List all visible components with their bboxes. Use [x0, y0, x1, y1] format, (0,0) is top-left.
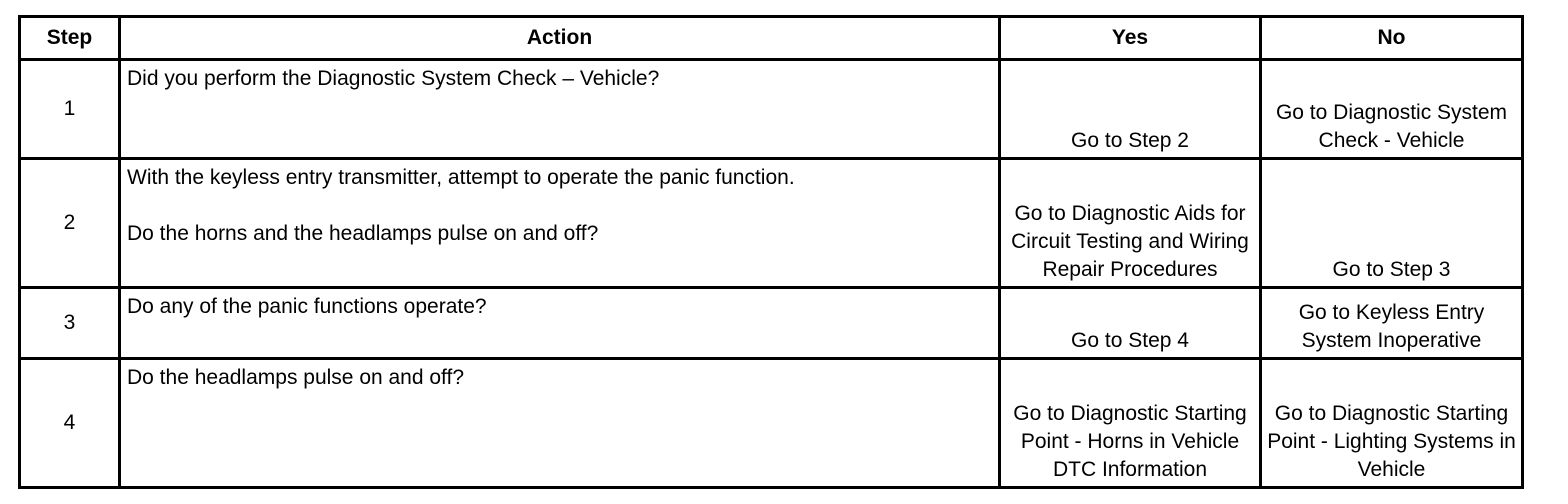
header-action: Action [120, 17, 1000, 60]
step-number: 2 [20, 159, 120, 288]
step-number: 1 [20, 60, 120, 159]
table-row [20, 60, 1523, 159]
table-row [20, 159, 1523, 288]
action-cell [120, 60, 1000, 159]
action-text: Did you perform the Diagnostic System Check – Vehicle? [127, 67, 660, 90]
header-yes: Yes [1000, 17, 1261, 60]
table-row [20, 288, 1523, 359]
action-text: With the keyless entry transmitter, attempt to operate the panic function. [127, 166, 795, 189]
action-text: Do the headlamps pulse on and off? [127, 366, 465, 389]
step-number: 4 [20, 359, 120, 488]
action-cell [120, 159, 1000, 288]
yes-result: Go to Step 4 [1000, 288, 1261, 359]
header-step: Step [20, 17, 120, 60]
action-cell [120, 288, 1000, 359]
no-result: Go to Diagnostic System Check - Vehicle [1261, 60, 1523, 159]
no-result: Go to Diagnostic Starting Point - Lighting Systems in Vehicle [1261, 359, 1523, 488]
action-text: Do any of the panic functions operate? [127, 295, 487, 318]
yes-result: Go to Diagnostic Starting Point - Horns in Vehicle DTC Information [1000, 359, 1261, 488]
no-result: Go to Step 3 [1261, 159, 1523, 288]
yes-result: Go to Step 2 [1000, 60, 1261, 159]
action-spacer [127, 192, 993, 220]
diagnostic-table [18, 15, 1524, 489]
step-number: 3 [20, 288, 120, 359]
no-result: Go to Keyless Entry System Inoperative [1261, 288, 1523, 359]
action-question: Do the horns and the headlamps pulse on and off? [127, 222, 599, 245]
header-no: No [1261, 17, 1523, 60]
table-header-row [20, 17, 1523, 60]
action-cell [120, 359, 1000, 488]
yes-result: Go to Diagnostic Aids for Circuit Testing and Wiring Repair Procedures [1000, 159, 1261, 288]
table-row [20, 359, 1523, 488]
